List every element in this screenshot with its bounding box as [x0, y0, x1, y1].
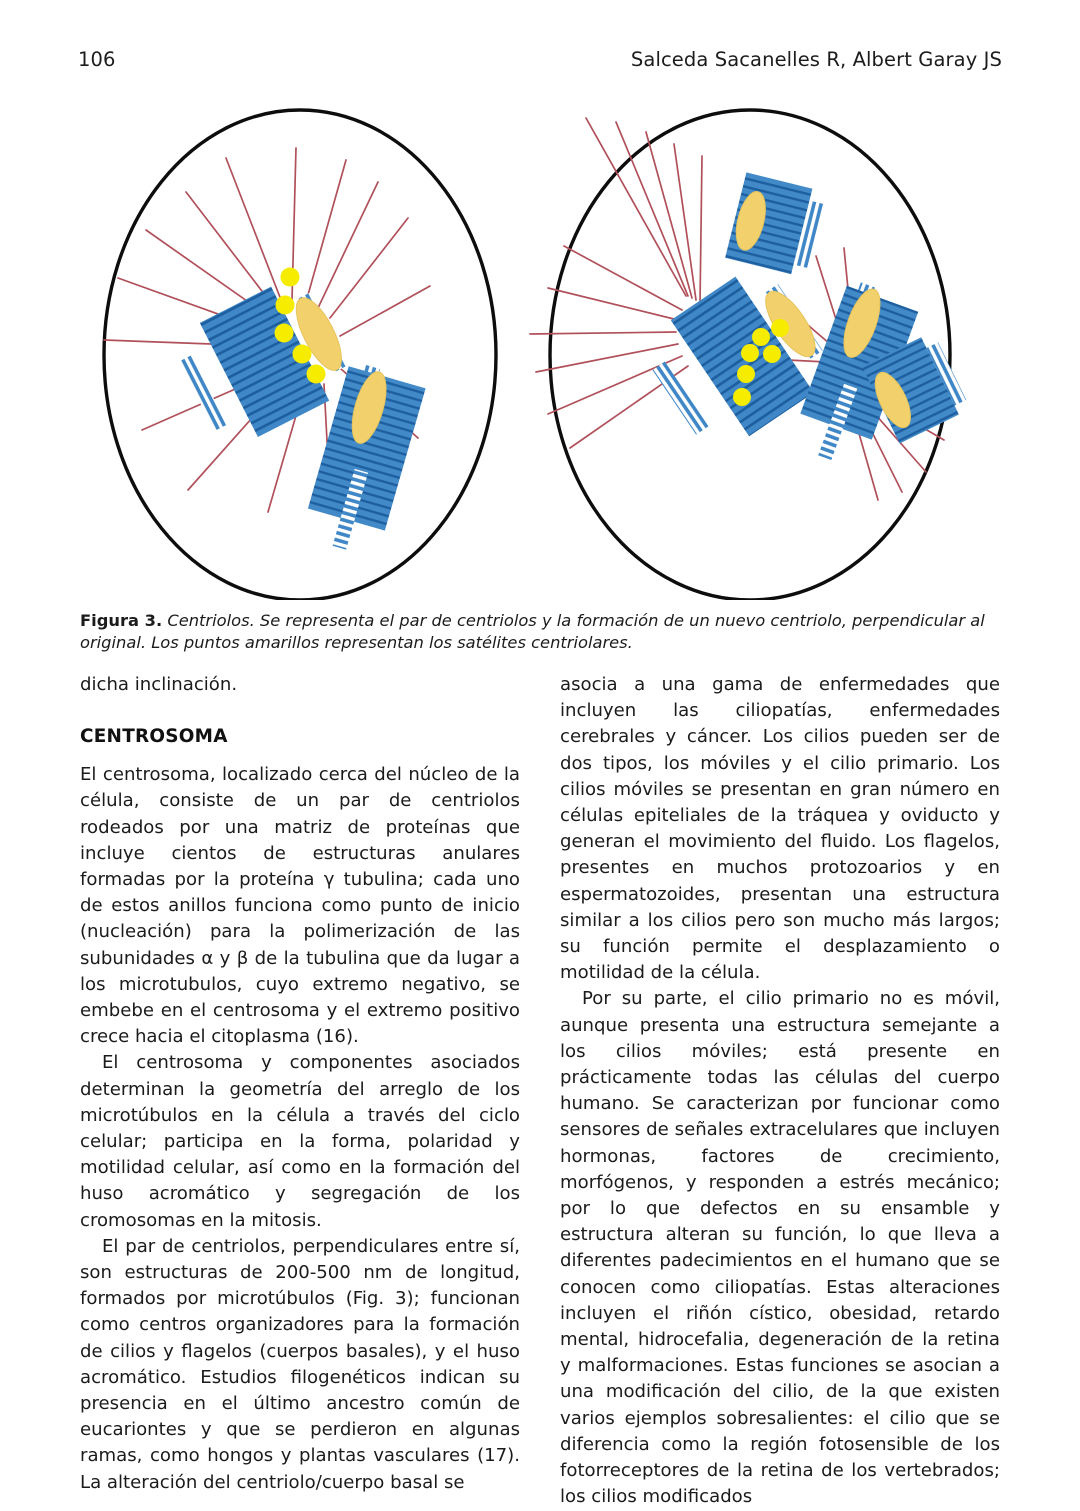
right-column: [560, 672, 1000, 1511]
figure-3-image: [78, 100, 1002, 600]
orphan-line: dicha inclinación.: [80, 674, 238, 695]
paragraph: El par de centriolos, perpendiculares entre sí, son estructuras de 200-500 nm de longitud, formados por microtúbulos (Fig. 3); funcionan como centros organizadores para la formación de cilios y flagelos (cuerpos basales), y el huso acromático. Estudios filogenéticos indican su presencia en el último ancestro común de eucariontes y que se perdieron en algunas ramas, como hongos y plantas vasculares (17). La alteración del centriolo/cuerpo basal se: [80, 1235, 520, 1493]
running-head-authors: Salceda Sacanelles R, Albert Garay JS: [630, 48, 1002, 71]
figure-caption: [80, 610, 1000, 653]
paragraph: El centrosoma, localizado cerca del núcleo de la célula, consiste de un par de centriolos rodeados por una matriz de proteínas que incluye cientos de estructuras anulares formadas por la proteína γ tubulina; cada uno de estos anillos funciona como punto de inicio (nucleación) para la polimerización de las subunidades α y β de la tubulina que da lugar a los microtubulos, cuyo extremo negativo, se embebe en el centrosoma y el extremo positivo crece hacia el citoplasma (16).: [80, 764, 520, 1048]
paragraph: Por su parte, el cilio primario no es móvil, aunque presenta una estructura semejante a los cilios móviles; está presente en prácticamente todas las células del cuerpo humano. Se caracterizan por funcionar como sensores de señales extracelulares que incluyen hormonas, factores de crecimiento, morfógenos, y responden a estrés mecánico; por lo que defectos en su ensamble y estructura alteran su función, lo que lleva a diferentes padecimientos en el humano que se conocen como ciliopatías. Estas alteraciones incluyen el riñón cístico, obesidad, retardo mental, hidrocefalia, degeneración de la retina y malformaciones. Estas funciones se asocian a una modificación del cilio, de la que existen varios ejemplos sobresalientes: el cilio que se diferencia como la región fotosensible de los fotorreceptores de la retina de los vertebrados; los cilios modificados: [560, 988, 1000, 1508]
running-head: [78, 48, 1002, 74]
section-heading-centrosoma: CENTROSOMA: [80, 726, 228, 748]
left-panel-group: [104, 110, 496, 600]
body-columns: [80, 672, 1000, 1508]
left-column: [80, 672, 520, 1496]
right-panel-group: [530, 110, 971, 600]
figure-caption-text: Centriolos. Se representa el par de centriolos y la formación de un nuevo centriolo, perpendicular al original. Los puntos amarillos representan los satélites centriolares.: [80, 611, 985, 652]
paragraph: El centrosoma y componentes asociados determinan la geometría del arreglo de los microtúbulos en la célula a través del ciclo celular; participa en la forma, polaridad y motilidad celular, así como en la formación del huso acromático y segregación de los cromosomas en la mitosis.: [80, 1052, 520, 1231]
figure-caption-label: Figura 3.: [80, 611, 163, 630]
centriole-diagram-svg: [78, 100, 1002, 600]
page-number: 106: [78, 48, 116, 71]
paragraph: asocia a una gama de enfermedades que incluyen las ciliopatías, enfermedades cerebrales y cáncer. Los cilios pueden ser de dos tipos, los móviles y el cilio primario. Los cilios móviles se presentan en gran número en células epiteliales de la tráquea y oviducto y generan el movimiento del fluido. Los flagelos, presentes en muchos protozoarios y en espermatozoides, presentan una estructura similar a los cilios pero son mucho más largos; su función permite el desplazamiento o motilidad de la célula.: [560, 674, 1000, 984]
